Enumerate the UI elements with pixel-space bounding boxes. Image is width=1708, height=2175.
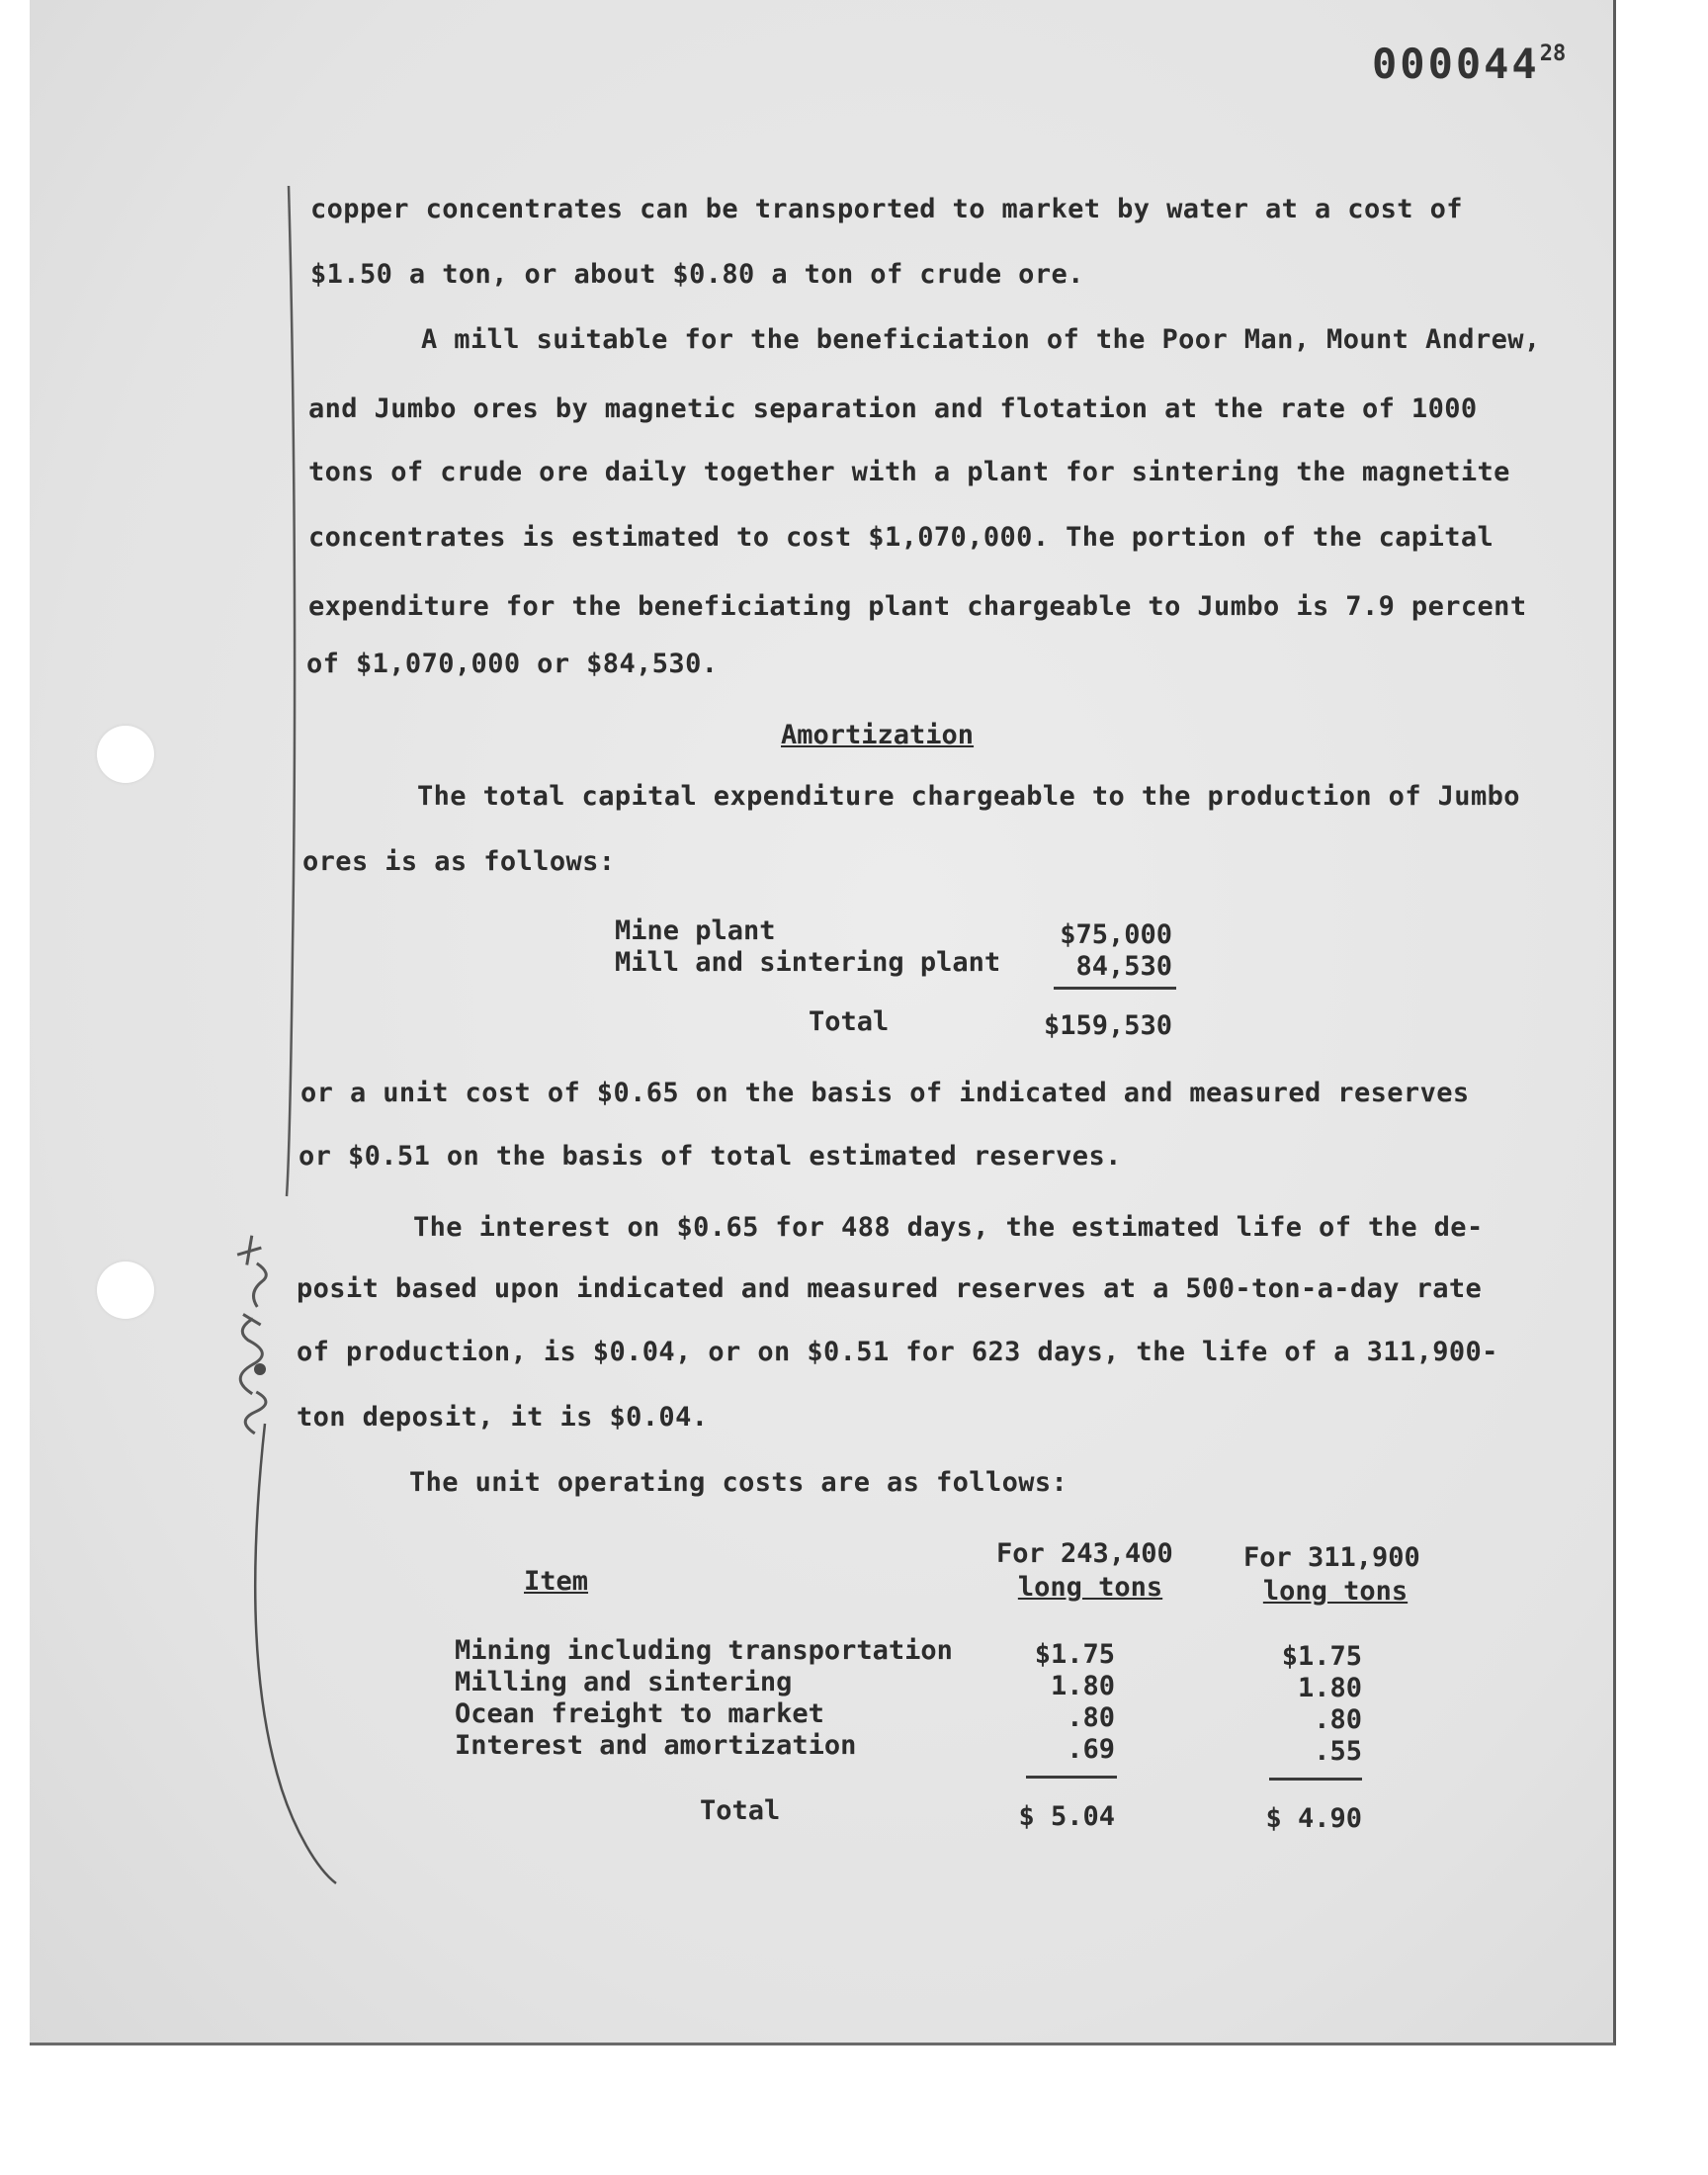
- table-row-item: Mining including transportation: [455, 1635, 953, 1666]
- table-header-col2: For 311,900: [1243, 1542, 1420, 1573]
- table-row-item: Interest and amortization: [455, 1730, 857, 1761]
- text-line: and Jumbo ores by magnetic separation and flotation at the rate of 1000: [308, 393, 1478, 424]
- table-row-col1: .80: [1067, 1702, 1115, 1733]
- text-line: $1.50 a ton, or about $0.80 a ton of crude ore.: [310, 259, 1084, 290]
- text-line: The interest on $0.65 for 488 days, the estimated life of the de-: [413, 1212, 1484, 1243]
- table-row-col2: .80: [1314, 1704, 1362, 1735]
- text-line: ores is as follows:: [302, 846, 616, 877]
- operating-total-col1: $ 5.04: [1018, 1801, 1115, 1832]
- text-line: A mill suitable for the beneficiation of the Poor Man, Mount Andrew,: [421, 324, 1541, 355]
- text-line: ton deposit, it is $0.04.: [297, 1402, 709, 1433]
- text-line: expenditure for the beneficiating plant chargeable to Jumbo is 7.9 percent: [308, 591, 1527, 622]
- table-row-item: Ocean freight to market: [455, 1698, 824, 1729]
- capital-total-label: Total: [809, 1006, 890, 1037]
- table-row-item: Milling and sintering: [455, 1667, 793, 1697]
- table-row-col2: .55: [1314, 1736, 1362, 1767]
- table-row-col2: $1.75: [1281, 1641, 1362, 1672]
- page-number: 000044$^{28}$: [1372, 40, 1567, 88]
- subtotal-rule: [1026, 1776, 1117, 1779]
- text-line: The unit operating costs are as follows:: [409, 1467, 1068, 1498]
- table-row-col1: .69: [1067, 1734, 1115, 1765]
- subtotal-rule: [1054, 987, 1176, 990]
- table-row-col1: 1.80: [1050, 1671, 1115, 1701]
- text-line: copper concentrates can be transported to market by water at a cost of: [310, 194, 1463, 224]
- capital-row-label: Mill and sintering plant: [615, 947, 1001, 978]
- text-line: The total capital expenditure chargeable to the production of Jumbo: [417, 781, 1520, 812]
- text-line: or $0.51 on the basis of total estimated reserves.: [299, 1141, 1122, 1172]
- page-bottom-margin: [0, 2073, 1708, 2175]
- operating-total-col2: $ 4.90: [1265, 1803, 1362, 1834]
- table-row-col1: $1.75: [1034, 1639, 1115, 1670]
- text-line: of production, is $0.04, or on $0.51 for 623 days, the life of a 311,900-: [297, 1337, 1498, 1367]
- text-line: of $1,070,000 or $84,530.: [306, 649, 719, 679]
- section-heading: Amortization: [781, 720, 975, 750]
- capital-row-value: 84,530: [1075, 951, 1172, 982]
- capital-total-value: $159,530: [1043, 1010, 1172, 1041]
- table-header-col2-unit: long tons: [1262, 1576, 1409, 1607]
- operating-total-label: Total: [700, 1795, 781, 1826]
- text-line: posit based upon indicated and measured reserves at a 500-ton-a-day rate: [297, 1273, 1483, 1304]
- subtotal-rule: [1269, 1778, 1362, 1781]
- table-row-col2: 1.80: [1297, 1673, 1362, 1703]
- capital-row-label: Mine plant: [615, 915, 776, 946]
- text-line: concentrates is estimated to cost $1,070,000. The portion of the capital: [308, 522, 1494, 553]
- text-line: or a unit cost of $0.65 on the basis of indicated and measured reserves: [300, 1078, 1470, 1108]
- table-header-col1-unit: long tons: [1017, 1572, 1163, 1603]
- table-header-item: Item: [524, 1566, 589, 1597]
- text-line: tons of crude ore daily together with a plant for sintering the magnetite: [308, 457, 1510, 487]
- table-header-col1: For 243,400: [996, 1538, 1173, 1569]
- capital-row-value: $75,000: [1060, 919, 1172, 950]
